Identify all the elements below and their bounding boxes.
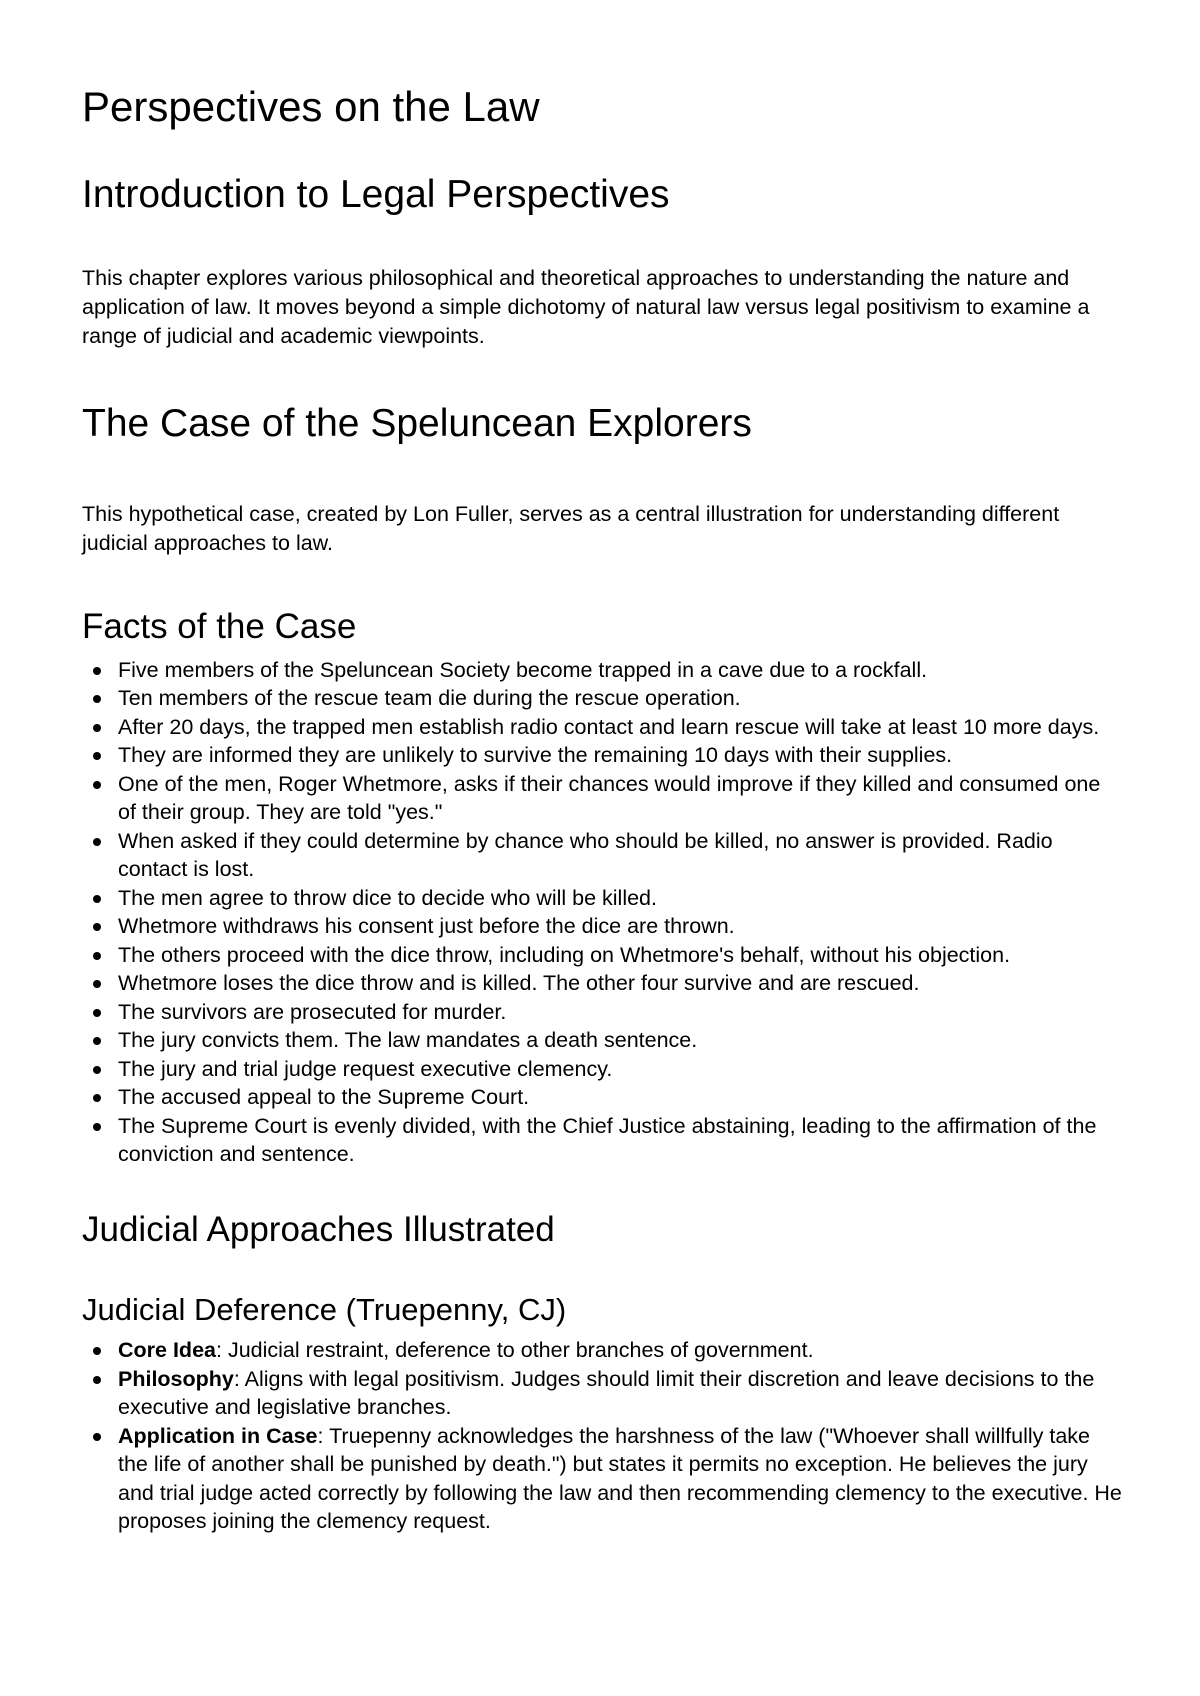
facts-list	[82, 656, 1122, 1169]
intro-paragraph: This chapter explores various philosophical and theoretical approaches to understanding the nature and application of law. It moves beyond a simple dichotomy of natural law versus legal positivism to examine a range of judicial and academic viewpoints.	[82, 266, 1090, 349]
list-item: The Supreme Court is evenly divided, with the Chief Justice abstaining, leading to the affirmation of the conviction and sentence.	[82, 1112, 1122, 1169]
list-item: Whetmore loses the dice throw and is killed. The other four survive and are rescued.	[82, 969, 1122, 998]
list-item: The jury and trial judge request executive clemency.	[82, 1055, 1122, 1084]
list-item: The accused appeal to the Supreme Court.	[82, 1083, 1122, 1112]
list-item: Five members of the Speluncean Society become trapped in a cave due to a rockfall.	[82, 656, 1122, 685]
list-item: Core Idea: Judicial restraint, deference to other branches of government.	[82, 1336, 1122, 1365]
list-item: When asked if they could determine by chance who should be killed, no answer is provided. Radio contact is lost.	[82, 827, 1122, 884]
list-item: Philosophy: Aligns with legal positivism. Judges should limit their discretion and leave decisions to the executive and legislative branches.	[82, 1365, 1122, 1422]
list-item: After 20 days, the trapped men establish radio contact and learn rescue will take at least 10 more days.	[82, 713, 1122, 742]
list-item: The survivors are prosecuted for murder.	[82, 998, 1122, 1027]
list-item: The men agree to throw dice to decide who will be killed.	[82, 884, 1122, 913]
list-item: Ten members of the rescue team die during the rescue operation.	[82, 684, 1122, 713]
item-text: Truepenny acknowledges the harshness of the law ("Whoever shall willfully take the life of another shall be punished by death.") but states it permits no exception. He believes the jury and trial judge acted correctly by following the law and then recommending clemency to the executive. He proposes joining the clemency request.	[118, 1423, 1122, 1534]
deference-list	[82, 1336, 1122, 1536]
document-page	[82, 80, 1122, 1536]
item-text: Judicial restraint, deference to other branches of government.	[221, 1338, 814, 1363]
list-item: One of the men, Roger Whetmore, asks if their chances would improve if they killed and consumed one of their group. They are told "yes."	[82, 770, 1122, 827]
list-item: Application in Case: Truepenny acknowledges the harshness of the law ("Whoever shall willfully take the life of another shall be punished by death.") but states it permits no exception. He believes the jury and trial judge acted correctly by following the law and then recommending clemency to the executive. He proposes joining the clemency request.	[82, 1422, 1122, 1536]
facts-heading: Facts of the Case	[82, 606, 357, 646]
list-item: Whetmore withdraws his consent just before the dice are thrown.	[82, 912, 1122, 941]
page-title: Perspectives on the Law	[82, 83, 540, 130]
case-heading: The Case of the Speluncean Explorers	[82, 402, 752, 446]
list-item: They are informed they are unlikely to survive the remaining 10 days with their supplies.	[82, 741, 1122, 770]
list-item: The others proceed with the dice throw, including on Whetmore's behalf, without his objection.	[82, 941, 1122, 970]
list-item: The jury convicts them. The law mandates a death sentence.	[82, 1026, 1122, 1055]
item-text: Aligns with legal positivism. Judges should limit their discretion and leave decisions to the executive and legislative branches.	[118, 1366, 1095, 1420]
item-label: Application in Case	[118, 1423, 318, 1448]
approaches-heading: Judicial Approaches Illustrated	[82, 1209, 555, 1249]
item-label: Core Idea	[118, 1338, 216, 1363]
deference-heading: Judicial Deference (Truepenny, CJ)	[82, 1291, 567, 1327]
case-paragraph: This hypothetical case, created by Lon Fuller, serves as a central illustration for understanding different judicial approaches to law.	[82, 501, 1060, 555]
intro-heading: Introduction to Legal Perspectives	[82, 173, 670, 217]
item-label: Philosophy	[118, 1366, 234, 1391]
